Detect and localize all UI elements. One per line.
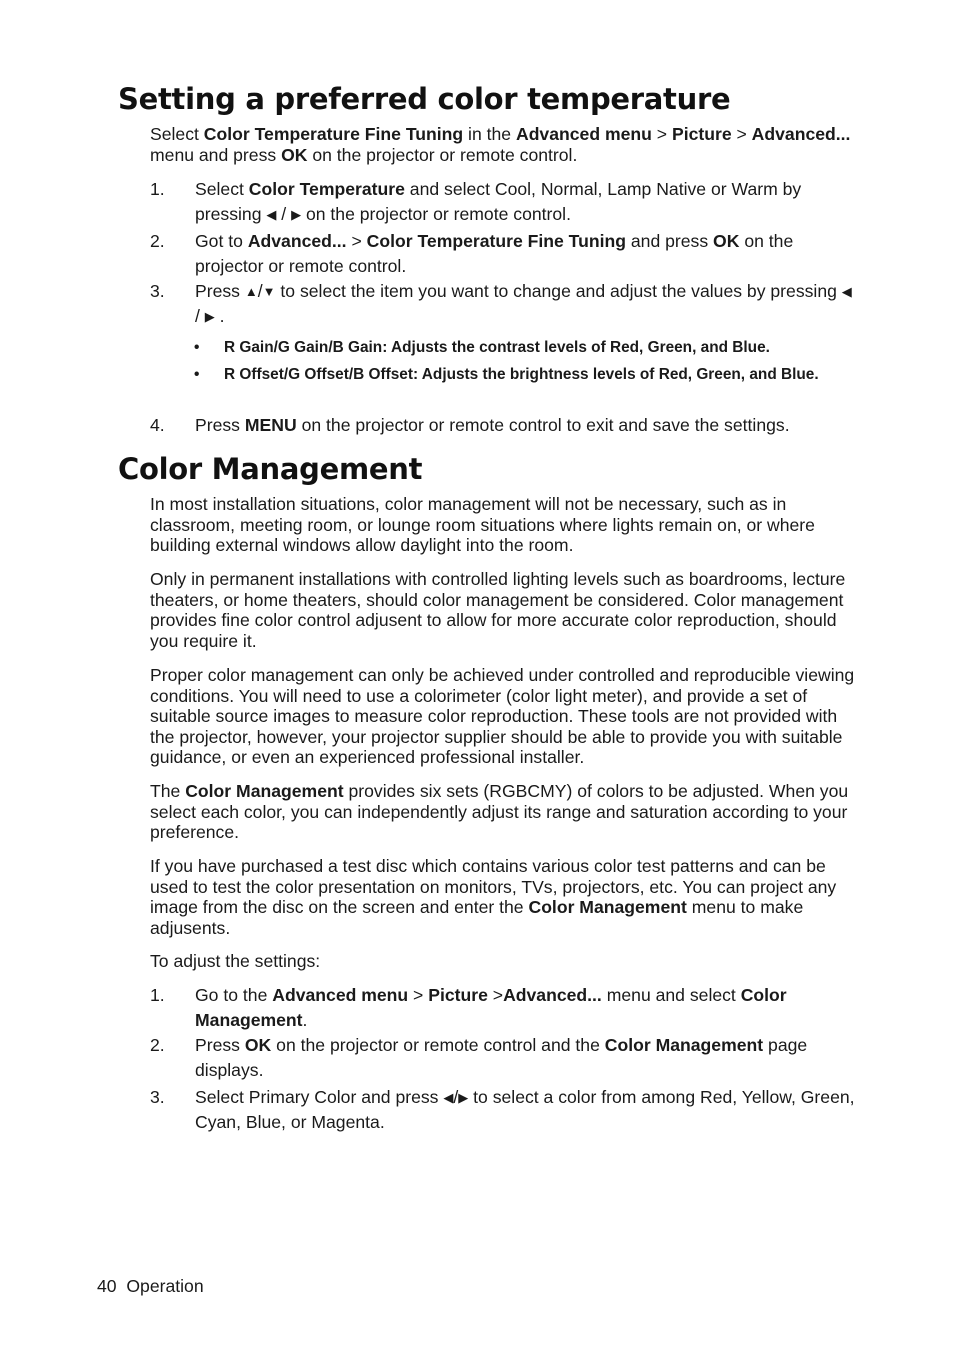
document-page: Setting a preferred color temperature Select Color Temperature Fine Tuning in the Advanced menu > Picture > Advanced... menu and press OK on the projector or remote control. 1. Select Color Temperature and select Cool, Normal, Lamp Native or Warm by pressing ◀ / ▶ on the projector or remote control. 2. Got to Advanced... > Color Temperature Fine Tuning and press OK on the projector or remote control. 3. Press ▲/▼ to select the item you want to change and adjust the values by pressing ◀ / ▶ . • R Gain/G Gain/B Gain: Adjusts the contrast levels of Red, Green, and Blue. • R Offset/G Offset/B Offset: Adjusts the brightness levels of Red, Green, and Blue. 4. Press MENU on the projector or remote control to exit and save the settings. Color Management In most installation situations, color management will not be necessary, such as in classroom, meeting room, or lounge room situations where lights remain on, or where building external windows allow daylight into the room. Only in permanent installations with controlled lighting levels such as boardrooms, lecture theaters, or home theaters, should color management be considered. Color management provides fine color control adjusent to allow for more accurate color reproduction, should you require it. Proper color management can only be achieved under controlled and reproducible viewing conditions. You will need to use a colorimeter (color light meter), and provide a set of suitable source images to measure color reproduction. These tools are not provided with the projector, however, your projector supplier should be able to provide you with suitable guidance, or even an experienced professional installer. The Color Management provides six sets (RGBCMY) of colors to be adjusted. When you select each color, you can independently adjust its range and saturation according to your preference. If you have purchased a test disc which contains various color test patterns and can be used to test the color presentation on monitors, TVs, projectors, etc. You can project any image from the disc on the screen and enter the Color Management menu to make adjusents. To adjust the settings: 1. Go to the Advanced menu > Picture >Advanced... menu and select Color Management. 2. Press OK on the projector or remote control and the Color Management page displays. 3. Select Primary Color and press ◀/▶ to select a color from among Red, Yellow, Green, Cyan, Blue, or Magenta. 40 Operation [97,82,855,1296]
left-arrow-icon: ◀ [443,1090,454,1105]
bullet-icon: • [194,366,200,383]
page-footer [97,1276,204,1297]
paragraph: The Color Management provides six sets (RGBCMY) of colors to be adjusted. When you select each color, you can independently adjust its range and saturation according to your preference. [150,781,849,843]
right-arrow-icon: ▶ [291,207,302,222]
heading-color-management: Color Management [118,452,423,486]
left-arrow-icon: ◀ [266,207,277,222]
page-number: 40 [97,1276,117,1296]
right-arrow-icon: ▶ [204,309,215,324]
up-arrow-icon: ▲ [244,284,258,299]
right-arrow-icon: ▶ [458,1090,469,1105]
left-arrow-icon: ◀ [841,284,852,299]
down-arrow-icon: ▼ [262,284,276,299]
bullet-icon: • [194,339,200,356]
paragraph: To adjust the settings: [150,951,321,971]
paragraph: In most installation situations, color management will not be necessary, such as in classroom, meeting room, or lounge room situations where lights remain on, or where building external windows allow daylight into the room. [150,494,815,556]
paragraph: If you have purchased a test disc which contains various color test patterns and can be used to test the color presentation on monitors, TVs, projectors, etc. You can project any image from the disc on the screen and enter the Color Management menu to make adjusents. [150,856,837,938]
heading-color-temperature: Setting a preferred color temperature [118,82,731,116]
paragraph: Only in permanent installations with controlled lighting levels such as boardrooms, lecture theaters, or home theaters, should color management be considered. Color management provides fine color control adjusent to allow for more accurate color reproduction, should you require it. [150,569,846,651]
footer-section: Operation [126,1276,204,1296]
paragraph: Proper color management can only be achieved under controlled and reproducible viewing conditions. You will need to use a colorimeter (color light meter), and provide a set of suitable source images to measure color reproduction. These tools are not provided with the projector, however, your projector supplier should be able to provide you with suitable guidance, or even an experienced professional installer. [150,665,855,768]
intro-paragraph: Select Color Temperature Fine Tuning in the Advanced menu > Picture > Advanced... menu and press OK on the projector or remote control. [150,124,851,165]
